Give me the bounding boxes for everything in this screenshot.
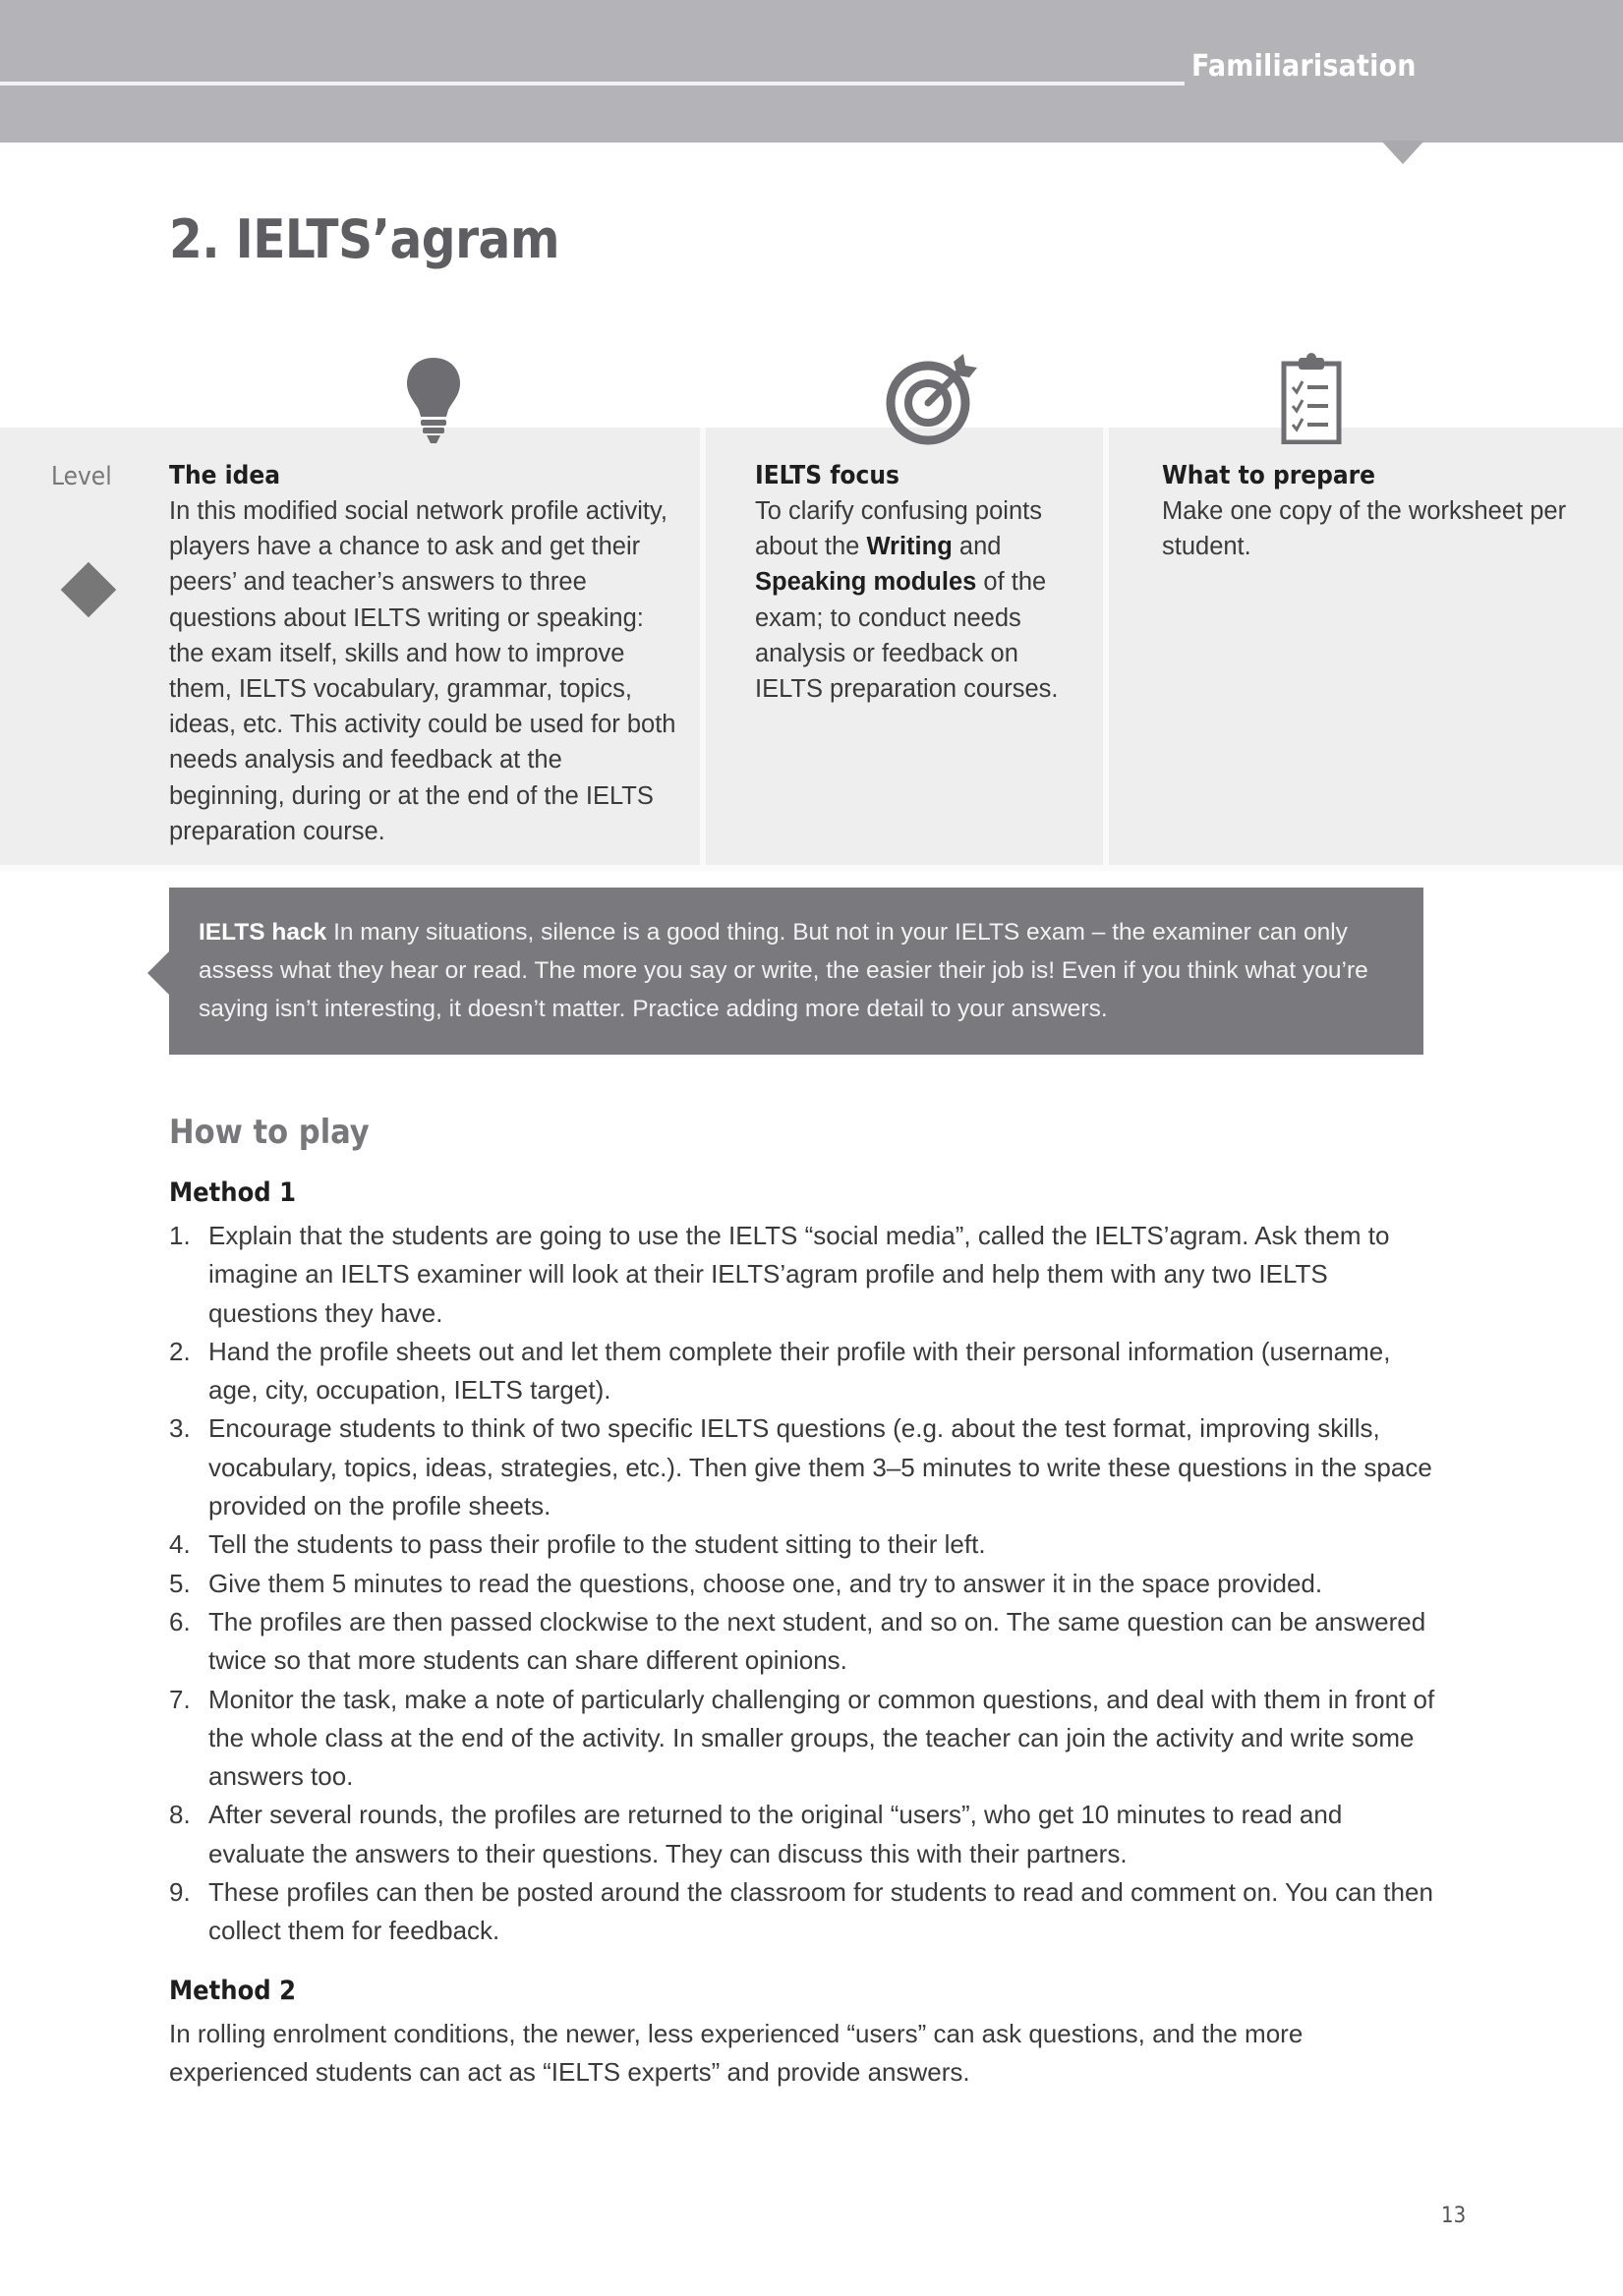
step-number: 7. xyxy=(169,1684,191,1714)
info-column-idea xyxy=(169,458,680,849)
section-label: Familiarisation xyxy=(1191,49,1417,84)
step-number: 6. xyxy=(169,1606,191,1636)
step-number: 1. xyxy=(169,1221,191,1250)
info-band-bottom-edge xyxy=(0,865,1623,871)
column-text: Make one copy of the worksheet per student. xyxy=(1162,497,1567,561)
step-text: These profiles can then be posted around the classroom for students to read and comment on. You can then collect them for feedback. xyxy=(208,1877,1433,1946)
step-item xyxy=(169,1525,1437,1564)
column-text xyxy=(755,497,1059,703)
ielts-hack-box xyxy=(169,888,1423,1055)
step-number: 9. xyxy=(169,1877,191,1908)
column-title: What to prepare xyxy=(1162,461,1376,490)
step-text: Give them 5 minutes to read the questions, choose one, and try to answer it in the space provided. xyxy=(208,1568,1323,1598)
step-number: 5. xyxy=(169,1568,191,1598)
step-text: Tell the students to pass their profile to the student sitting to their left. xyxy=(208,1529,986,1560)
step-item xyxy=(169,1681,1437,1797)
method-2-heading: Method 2 xyxy=(169,1976,297,2006)
bold-text-span: Speaking modules xyxy=(755,568,977,597)
how-to-play-heading: How to play xyxy=(169,1113,370,1152)
step-item xyxy=(169,1333,1437,1410)
header-rule xyxy=(0,82,1185,86)
step-item xyxy=(169,1217,1437,1333)
info-column-prepare xyxy=(1162,458,1594,564)
column-title: The idea xyxy=(169,461,281,490)
step-text: The profiles are then passed clockwise to the next student, and so on. The same question can be answered twice so that more students can share different opinions. xyxy=(208,1606,1426,1676)
text-span: and xyxy=(952,533,1002,561)
text-span: of the exam; to conduct needs analysis or feedback on IELTS preparation courses. xyxy=(755,568,1059,704)
step-item xyxy=(169,1796,1437,1873)
header-pointer-icon xyxy=(1381,141,1424,164)
step-item xyxy=(169,1565,1437,1603)
step-text: Monitor the task, make a note of particularly challenging or common questions, and deal with them in front of the whole class at the end of the activity. In smaller groups, the teacher can join the activity and write some answers too. xyxy=(208,1684,1435,1792)
step-number: 8. xyxy=(169,1800,191,1830)
bold-text-span: Writing xyxy=(866,533,953,561)
column-divider xyxy=(700,428,706,870)
step-number: 2. xyxy=(169,1336,191,1366)
step-number: 4. xyxy=(169,1529,191,1560)
step-item xyxy=(169,1409,1437,1525)
step-number: 3. xyxy=(169,1413,191,1444)
hack-pointer-icon xyxy=(147,951,169,995)
hack-label: IELTS hack xyxy=(199,919,327,946)
step-text: After several rounds, the profiles are returned to the original “users”, who get 10 minutes to read and evaluate the answers to their questions. They can discuss this with their partners. xyxy=(208,1800,1343,1868)
step-text: Hand the profile sheets out and let them complete their profile with their personal information (username, age, city, occupation, IELTS target). xyxy=(208,1336,1391,1406)
info-column-focus xyxy=(755,458,1089,707)
step-text: Explain that the students are going to use the IELTS “social media”, called the IELTS’agram. Ask them to imagine an IELTS examiner will look at their IELTS’agram profile and help them with any two IELTS questions they have. xyxy=(208,1221,1390,1328)
target-icon xyxy=(885,352,983,446)
method-1-heading: Method 1 xyxy=(169,1177,297,1208)
lightbulb-icon xyxy=(403,356,464,446)
page-title: 2. IELTS’agram xyxy=(169,208,559,270)
clipboard-checklist-icon xyxy=(1281,352,1342,444)
column-divider xyxy=(1103,428,1109,870)
method-2-text: In rolling enrolment conditions, the newer, less experienced “users” can ask questions, and the more experienced students can act as “IELTS experts” and provide answers. xyxy=(169,2019,1304,2088)
level-label: Level xyxy=(51,462,112,491)
hack-text: In many situations, silence is a good thing. But not in your IELTS exam – the examiner can only assess what they hear or read. The more you say or write, the easier their job is! Even if you think what you’re saying isn’t interesting, it doesn’t matter. Practice adding more detail to your answers. xyxy=(199,919,1368,1022)
step-text: Encourage students to think of two specific IELTS questions (e.g. about the test format, improving skills, vocabulary, topics, ideas, strategies, etc.). Then give them 3–5 minutes to write these questions in the space provided on the profile sheets. xyxy=(208,1413,1432,1521)
step-item xyxy=(169,1603,1437,1681)
page-number: 13 xyxy=(1441,2204,1467,2228)
text-span: To clarify confusing points about the xyxy=(755,497,1042,561)
column-text: In this modified social network profile activity, players have a chance to ask and get their peers’ and teacher’s answers to three questions about IELTS writing or speaking: the exam itself, skills and how to improve them, IELTS vocabulary, grammar, topics, ideas, etc. This activity could be used for both needs analysis and feedback at the beginning, during or at the end of the IELTS preparation course. xyxy=(169,497,676,845)
step-item xyxy=(169,1873,1437,1951)
column-title: IELTS focus xyxy=(755,461,899,490)
method-1-steps xyxy=(169,1217,1437,1951)
